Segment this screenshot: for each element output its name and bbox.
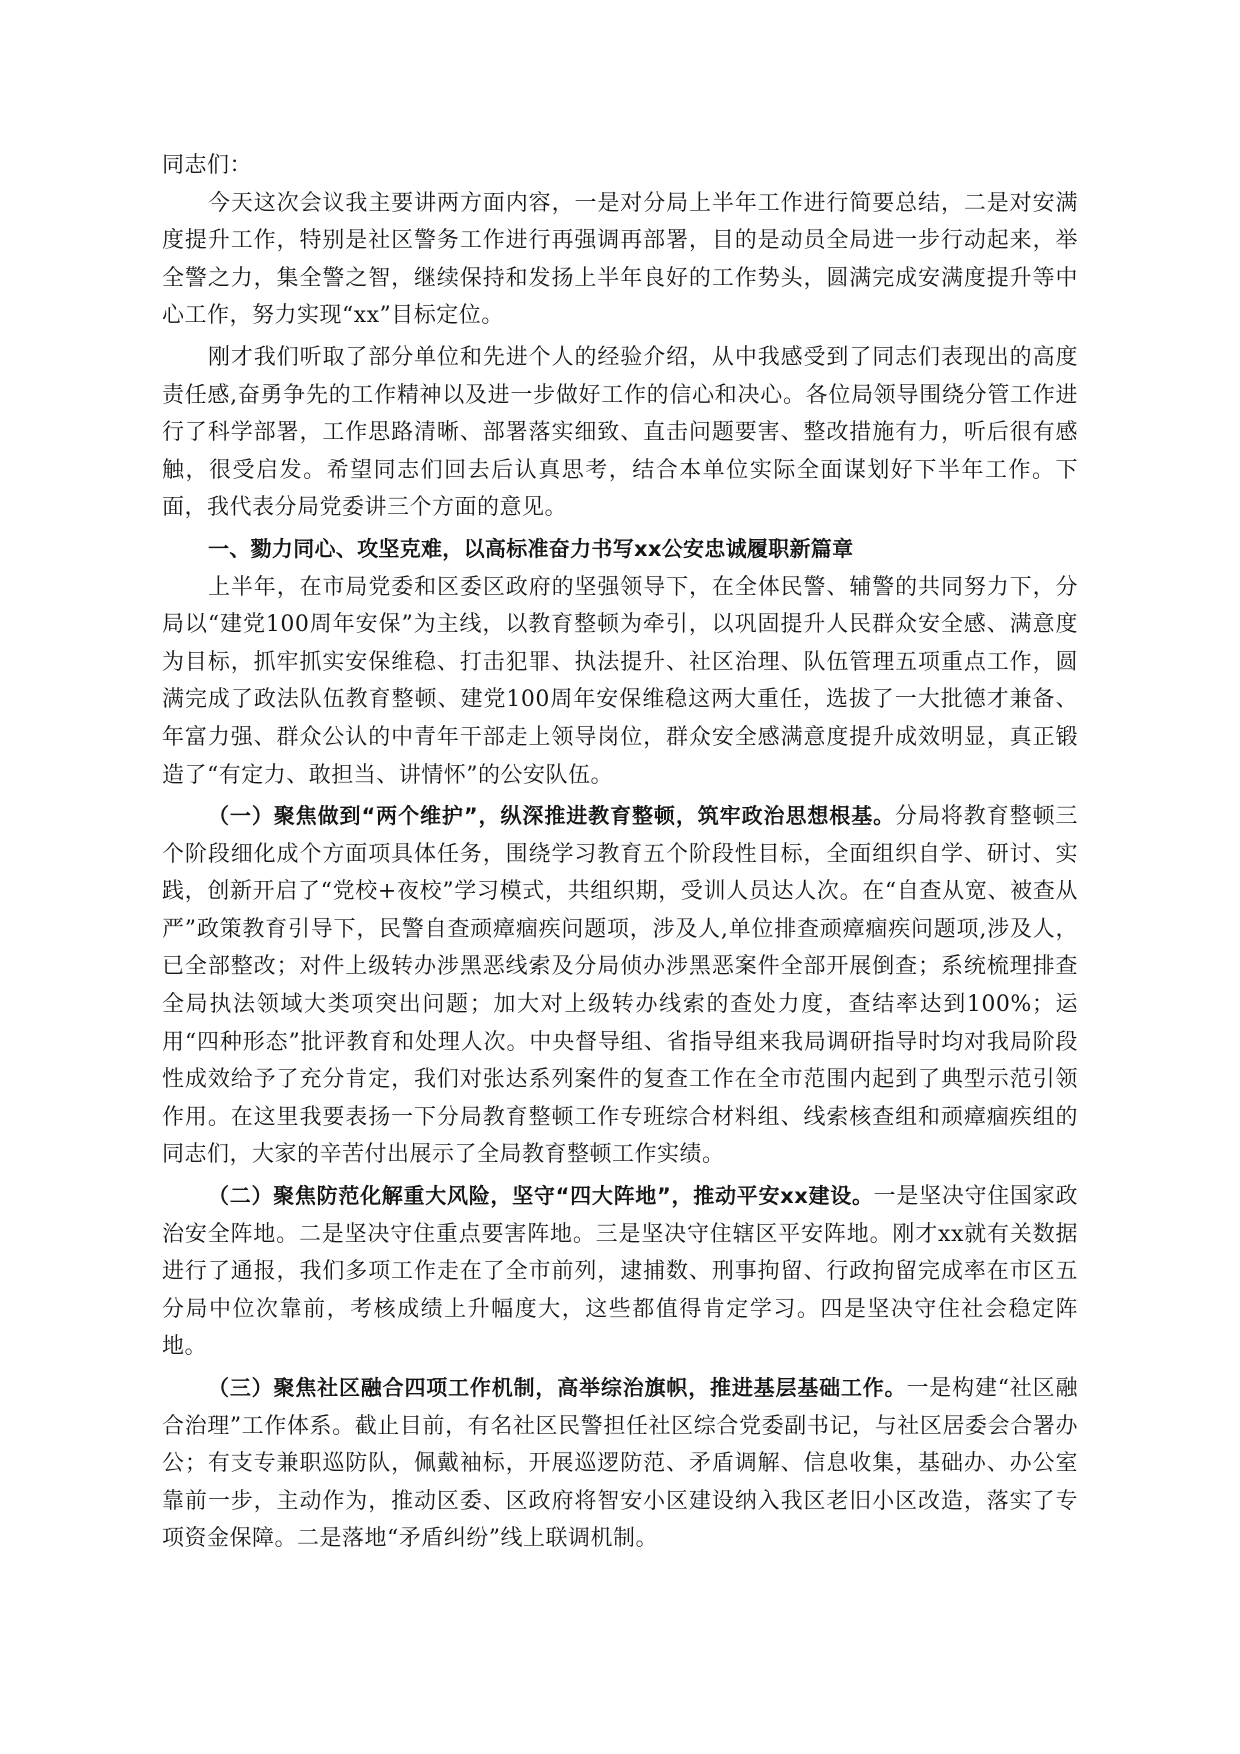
subsection-body-1: 分局将教育整顿三个阶段细化成个方面项具体任务，围绕学习教育五个阶段性目标，全面组织自学、研讨、实践，创新开启了“党校+夜校”学习模式，共组织期，受训人员达人次。在“自查从宽、被查从严”政策教育引导下，民警自查顽瘴痼疾问题项，涉及人,单位排查顽瘴痼疾问题项,涉及人，已全部整改；对件上级转办涉黑恶线索及分局侦办涉黑恶案件全部开展倒查；系统梳理排查全局执法领域大类项突出问题；加大对上级转办线索的查处力度，查结率达到100%；运用“四种形态”批评教育和处理人次。中央督导组、省指导组来我局调研指导时均对我局阶段性成效给予了充分肯定，我们对张达系列案件的复查工作在全市范围内起到了典型示范引领作用。在这里我要表扬一下分局教育整顿工作专班综合材料组、线索核查组和顽瘴痼疾组的同志们，大家的辛苦付出展示了全局教育整顿工作实绩。: [162, 804, 1078, 1168]
subsection-paragraph-3: [162, 1370, 1078, 1558]
section-heading-1: 一、勠力同心、攻坚克难，以高标准奋力书写xx公安忠诚履职新篇章: [208, 536, 854, 561]
subsection-lead-1: （一）聚焦做到“两个维护”，纵深推进教育整顿，筑牢政治思想根基。: [208, 804, 896, 829]
paragraph-opening: 今天这次会议我主要讲两方面内容，一是对分局上半年工作进行简要总结，二是对安满度提升工作，特别是社区警务工作进行再强调再部署，目的是动员全局进一步行动起来，举全警之力，集全警之智，继续保持和发扬上半年良好的工作势头，圆满完成安满度提升等中心工作，努力实现“xx”目标定位。: [162, 190, 1078, 329]
paragraph-review: 刚才我们听取了部分单位和先进个人的经验介绍，从中我感受到了同志们表现出的高度责任感,奋勇争先的工作精神以及进一步做好工作的信心和决心。各位局领导围绕分管工作进行了科学部署，工作思路清晰、部署落实细致、直击问题要害、整改措施有力，听后很有感触，很受启发。希望同志们回去后认真思考，结合本单位实际全面谋划好下半年工作。下面，我代表分局党委讲三个方面的意见。: [162, 344, 1078, 521]
subsection-lead-2: （二）聚焦防范化解重大风险，坚守“四大阵地”，推动平安xx建设。: [208, 1184, 874, 1209]
section-intro: 上半年，在市局党委和区委区政府的坚强领导下，在全体民警、辅警的共同努力下，分局以“建党100周年安保”为主线，以教育整顿为牵引，以巩固提升人民群众安全感、满意度为目标，抓牢抓实安保维稳、打击犯罪、执法提升、社区治理、队伍管理五项重点工作，圆满完成了政法队伍教育整顿、建党100周年安保维稳这两大重任，选拔了一大批德才兼备、年富力强、群众公认的中青年干部走上领导岗位，群众安全感满意度提升成效明显，真正锻造了“有定力、敢担当、讲情怀”的公安队伍。: [162, 574, 1078, 788]
subsection-paragraph-1: [162, 798, 1078, 1174]
subsection-paragraph-2: [162, 1178, 1078, 1366]
subsection-body-3: 一是构建“社区融合治理”工作体系。截止目前，有名社区民警担任社区综合党委副书记，与社区居委会合署办公；有支专兼职巡防队，佩戴袖标，开展巡逻防范、矛盾调解、信息收集，基础办、办公室靠前一步，主动作为，推动区委、区政府将智安小区建设纳入我区老旧小区改造，落实了专项资金保障。二是落地“矛盾纠纷”线上联调机制。: [162, 1376, 1079, 1552]
document-page: [162, 147, 1078, 1558]
subsection-body-2: 一是坚决守住国家政治安全阵地。二是坚决守住重点要害阵地。三是坚决守住辖区平安阵地。刚才xx就有关数据进行了通报，我们多项工作走在了全市前列，逮捕数、刑事拘留、行政拘留完成率在市区五分局中位次靠前，考核成绩上升幅度大，这些都值得肯定学习。四是坚决守住社会稳定阵地。: [162, 1184, 1078, 1360]
subsection-lead-3: （三）聚焦社区融合四项工作机制，高举综治旗帜，推进基层基础工作。: [208, 1376, 907, 1400]
greeting: 同志们：: [162, 153, 253, 178]
